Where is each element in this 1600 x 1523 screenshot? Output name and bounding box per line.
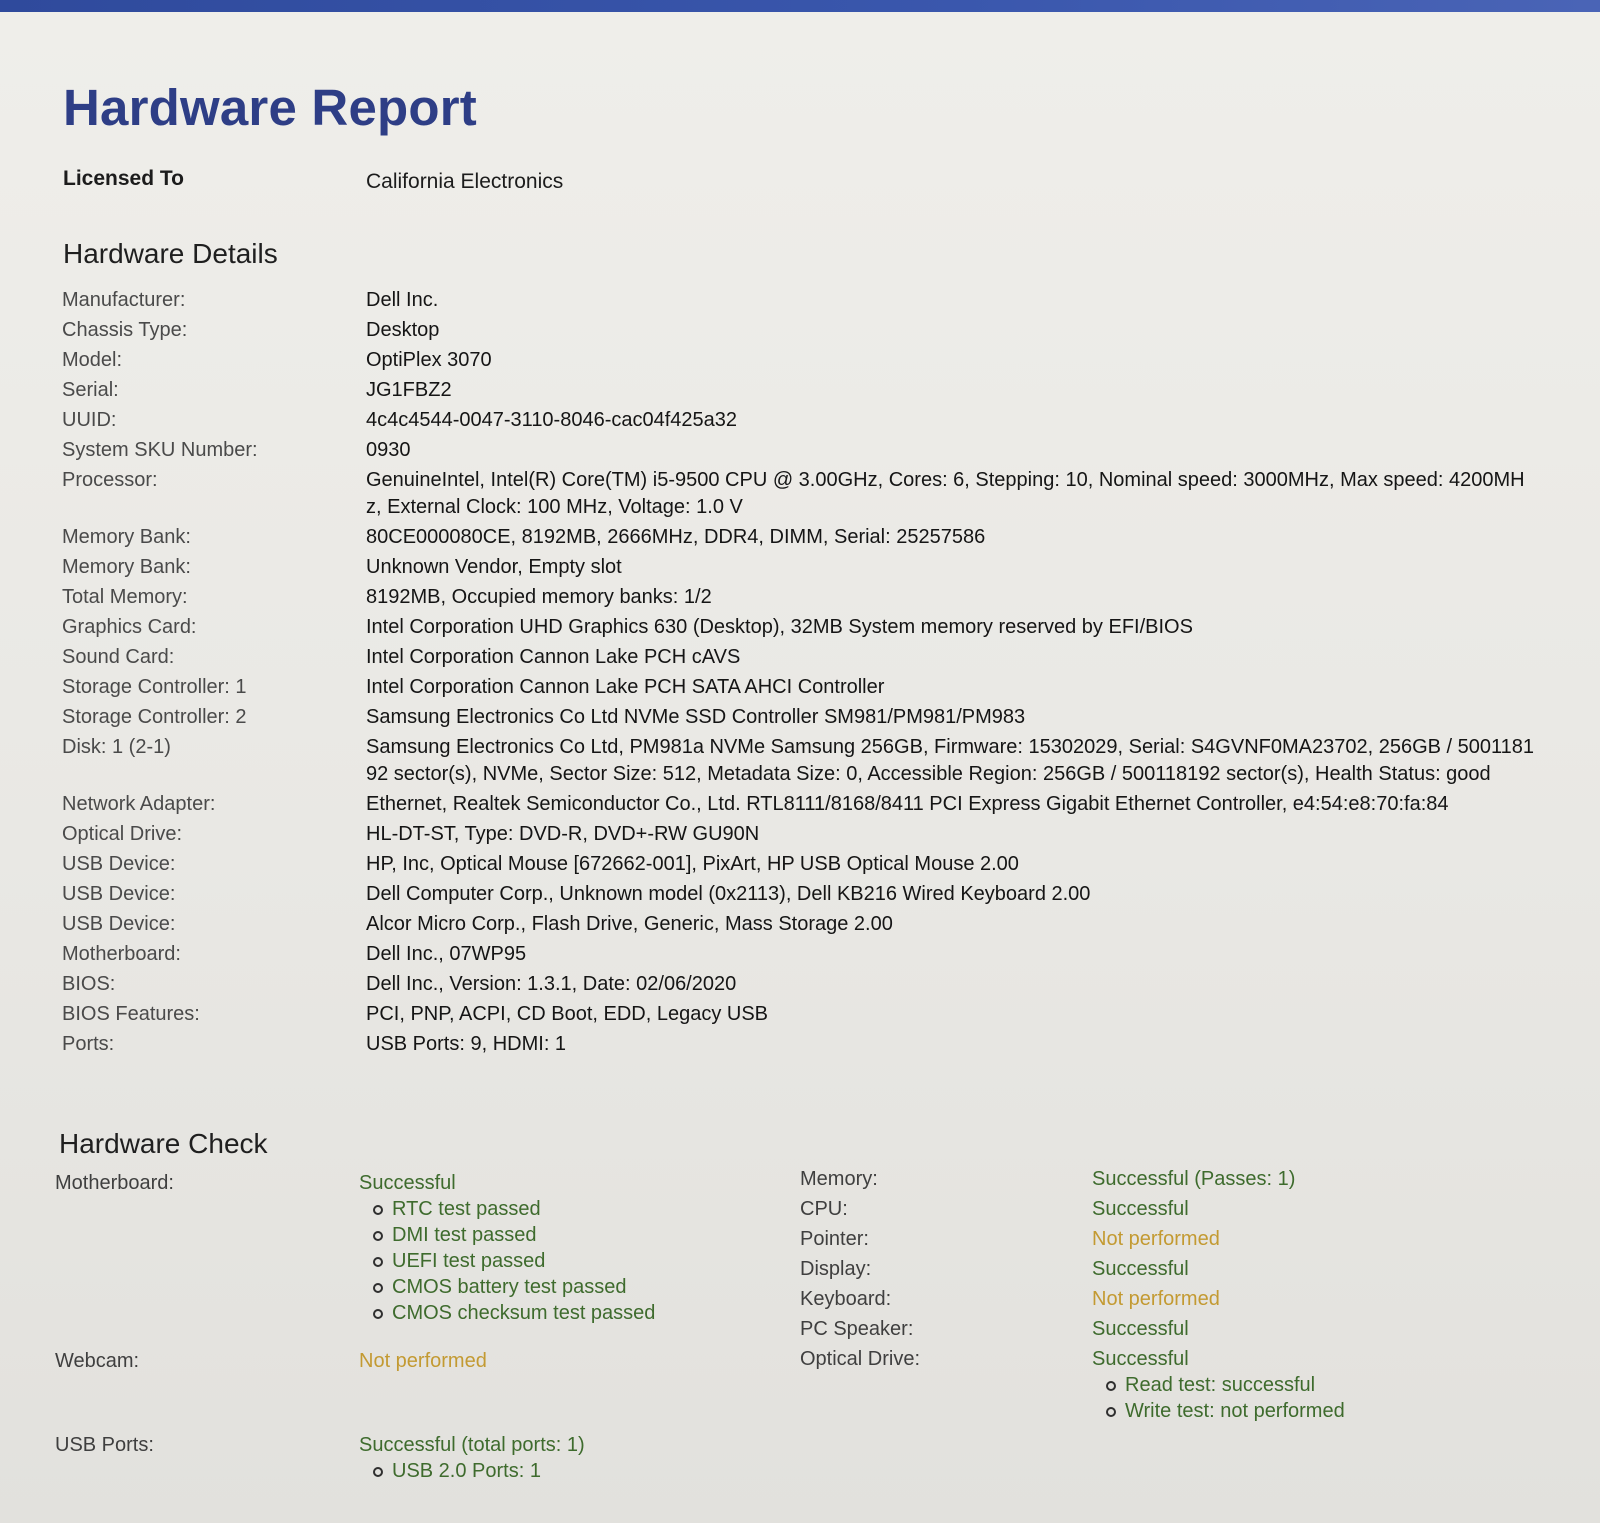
detail-label: USB Device: — [62, 853, 176, 875]
check-label: Webcam: — [55, 1350, 140, 1372]
check-sub-item — [373, 1458, 585, 1484]
licensed-to-value: California Electronics — [366, 170, 564, 193]
detail-row — [62, 911, 1562, 938]
detail-row — [62, 734, 1562, 788]
check-sub-text: UEFI test passed — [392, 1250, 546, 1272]
detail-label: Chassis Type: — [62, 319, 188, 341]
detail-label: Motherboard: — [62, 943, 181, 965]
detail-value: Desktop — [366, 319, 440, 341]
detail-label: BIOS Features: — [62, 1003, 200, 1025]
detail-row — [62, 467, 1562, 521]
check-value — [1092, 1166, 1295, 1192]
check-sub-item — [1106, 1398, 1345, 1424]
detail-value: HL-DT-ST, Type: DVD-R, DVD+-RW GU90N — [366, 823, 760, 845]
detail-value: Intel Corporation Cannon Lake PCH SATA AHCI Controller — [366, 676, 885, 698]
check-sub-item — [373, 1196, 655, 1222]
check-status: Successful — [1092, 1348, 1189, 1370]
detail-value: Intel Corporation Cannon Lake PCH cAVS — [366, 646, 741, 668]
check-label: PC Speaker: — [800, 1318, 914, 1340]
detail-value: Dell Inc. — [366, 289, 439, 311]
check-label: CPU: — [800, 1198, 848, 1220]
check-value — [1092, 1226, 1220, 1252]
bullet-icon — [1106, 1381, 1116, 1391]
hardware-details-title: Hardware Details — [63, 238, 278, 269]
hardware-check-title: Hardware Check — [59, 1128, 268, 1159]
detail-label: Model: — [62, 349, 123, 371]
check-status: Not performed — [1092, 1228, 1220, 1250]
detail-row — [62, 821, 1562, 848]
hardware-check-panel — [55, 1170, 1565, 1500]
detail-value: Dell Computer Corp., Unknown model (0x2113), Dell KB216 Wired Keyboard 2.00 — [366, 883, 1091, 905]
bullet-icon — [1106, 1407, 1116, 1417]
bullet-icon — [373, 1231, 383, 1241]
detail-label: Network Adapter: — [62, 793, 216, 815]
detail-label: Storage Controller: 1 — [62, 676, 247, 698]
check-status: Successful (Passes: 1) — [1092, 1168, 1296, 1190]
bullet-icon — [373, 1205, 383, 1215]
detail-value: Samsung Electronics Co Ltd NVMe SSD Controller SM981/PM981/PM983 — [366, 706, 1026, 728]
detail-value: OptiPlex 3070 — [366, 349, 492, 371]
detail-label: Manufacturer: — [62, 289, 186, 311]
bullet-icon — [373, 1283, 383, 1293]
hardware-details-table — [62, 287, 1562, 1061]
detail-label: Memory Bank: — [62, 556, 191, 578]
check-status: Successful (total ports: 1) — [359, 1434, 585, 1456]
check-sub-text: RTC test passed — [392, 1198, 541, 1220]
check-label: Pointer: — [800, 1228, 869, 1250]
check-status: Successful — [1092, 1198, 1189, 1220]
detail-row — [62, 1001, 1562, 1028]
detail-label: UUID: — [62, 409, 117, 431]
detail-value: 8192MB, Occupied memory banks: 1/2 — [366, 586, 712, 608]
detail-row — [62, 584, 1562, 611]
detail-value: 80CE000080CE, 8192MB, 2666MHz, DDR4, DIMM, Serial: 25257586 — [366, 526, 986, 548]
detail-label: USB Device: — [62, 913, 176, 935]
detail-value: Ethernet, Realtek Semiconductor Co., Ltd. RTL8111/8168/8411 PCI Express Gigabit Ethernet Controller, e4:54:e8:70:fa:84 — [366, 793, 1449, 815]
check-value — [1092, 1286, 1220, 1312]
detail-value: GenuineIntel, Intel(R) Core(TM) i5-9500 CPU @ 3.00GHz, Cores: 6, Stepping: 10, Nominal speed: 3000MHz, Max speed: 4200MHz, External Clock: 100 MHz, Voltage: 1.0 V — [366, 469, 1525, 518]
check-label: Memory: — [800, 1168, 878, 1190]
detail-row — [62, 971, 1562, 998]
detail-label: System SKU Number: — [62, 439, 258, 461]
detail-row — [62, 287, 1562, 314]
check-status: Successful — [1092, 1318, 1189, 1340]
check-label: Keyboard: — [800, 1288, 892, 1310]
detail-label: Storage Controller: 2 — [62, 706, 247, 728]
check-sub-text: USB 2.0 Ports: 1 — [392, 1460, 541, 1482]
detail-label: USB Device: — [62, 883, 176, 905]
check-status: Successful — [359, 1172, 456, 1194]
detail-label: Ports: — [62, 1033, 115, 1055]
check-label: Motherboard: — [55, 1172, 174, 1194]
detail-value: PCI, PNP, ACPI, CD Boot, EDD, Legacy USB — [366, 1003, 769, 1025]
detail-value: Unknown Vendor, Empty slot — [366, 556, 622, 578]
detail-row — [62, 644, 1562, 671]
detail-value: Alcor Micro Corp., Flash Drive, Generic, Mass Storage 2.00 — [366, 913, 893, 935]
detail-row — [62, 674, 1562, 701]
detail-value: Samsung Electronics Co Ltd, PM981a NVMe Samsung 256GB, Firmware: 15302029, Serial: S4GVNF0MA23702, 256GB / 500118192 sector(s), NVMe, Sector Size: 512, Metadata Size: 0, Accessible Region: 256GB / 500118192 sector(s), Health Status: good — [366, 736, 1535, 785]
check-sub-text: CMOS battery test passed — [392, 1276, 627, 1298]
bullet-icon — [373, 1467, 383, 1477]
detail-row — [62, 317, 1562, 344]
detail-row — [62, 791, 1562, 818]
check-label: Display: — [800, 1258, 872, 1280]
detail-row — [62, 407, 1562, 434]
detail-label: BIOS: — [62, 973, 116, 995]
check-value — [359, 1348, 487, 1374]
detail-label: Disk: 1 (2-1) — [62, 736, 171, 758]
check-status: Not performed — [1092, 1288, 1220, 1310]
check-sub-list — [359, 1196, 655, 1326]
check-sub-list — [359, 1458, 585, 1484]
check-status: Not performed — [359, 1350, 487, 1372]
check-status: Successful — [1092, 1258, 1189, 1280]
detail-value: USB Ports: 9, HDMI: 1 — [366, 1033, 567, 1055]
detail-value: 4c4c4544-0047-3110-8046-cac04f425a32 — [366, 409, 738, 431]
detail-value: JG1FBZ2 — [366, 379, 452, 401]
check-label: USB Ports: — [55, 1434, 154, 1456]
window-top-bar — [0, 0, 1600, 12]
check-value — [1092, 1196, 1189, 1222]
check-sub-item — [1106, 1372, 1345, 1398]
detail-label: Total Memory: — [62, 586, 188, 608]
check-value — [1092, 1256, 1189, 1282]
detail-row — [62, 377, 1562, 404]
bullet-icon — [373, 1309, 383, 1319]
check-sub-text: Write test: not performed — [1125, 1400, 1345, 1422]
detail-value: Dell Inc., 07WP95 — [366, 943, 527, 965]
detail-row — [62, 941, 1562, 968]
detail-row — [62, 1031, 1562, 1058]
detail-row — [62, 554, 1562, 581]
detail-row — [62, 437, 1562, 464]
detail-row — [62, 347, 1562, 374]
check-sub-text: Read test: successful — [1125, 1374, 1316, 1396]
check-sub-text: CMOS checksum test passed — [392, 1302, 656, 1324]
check-value — [359, 1432, 585, 1484]
check-sub-list — [1092, 1372, 1345, 1424]
report-page — [0, 12, 1600, 1523]
detail-row — [62, 881, 1562, 908]
detail-row — [62, 524, 1562, 551]
check-value — [359, 1170, 655, 1326]
bullet-icon — [373, 1257, 383, 1267]
detail-label: Graphics Card: — [62, 616, 197, 638]
detail-value: Dell Inc., Version: 1.3.1, Date: 02/06/2020 — [366, 973, 737, 995]
detail-label: Sound Card: — [62, 646, 175, 668]
detail-value: HP, Inc, Optical Mouse [672662-001], PixArt, HP USB Optical Mouse 2.00 — [366, 853, 1019, 875]
check-sub-item — [373, 1300, 655, 1326]
check-value — [1092, 1316, 1189, 1342]
detail-label: Processor: — [62, 469, 158, 491]
detail-row — [62, 614, 1562, 641]
report-title: Hardware Report — [63, 79, 477, 136]
detail-value: Intel Corporation UHD Graphics 630 (Desktop), 32MB System memory reserved by EFI/BIOS — [366, 616, 1193, 638]
check-sub-text: DMI test passed — [392, 1224, 537, 1246]
check-sub-item — [373, 1274, 655, 1300]
check-label: Optical Drive: — [800, 1348, 921, 1370]
detail-label: Serial: — [62, 379, 119, 401]
check-sub-item — [373, 1248, 655, 1274]
detail-value: 0930 — [366, 439, 411, 461]
licensed-to-label: Licensed To — [63, 167, 184, 190]
detail-row — [62, 851, 1562, 878]
detail-label: Optical Drive: — [62, 823, 183, 845]
check-sub-item — [373, 1222, 655, 1248]
detail-label: Memory Bank: — [62, 526, 191, 548]
check-value — [1092, 1346, 1345, 1424]
detail-row — [62, 704, 1562, 731]
